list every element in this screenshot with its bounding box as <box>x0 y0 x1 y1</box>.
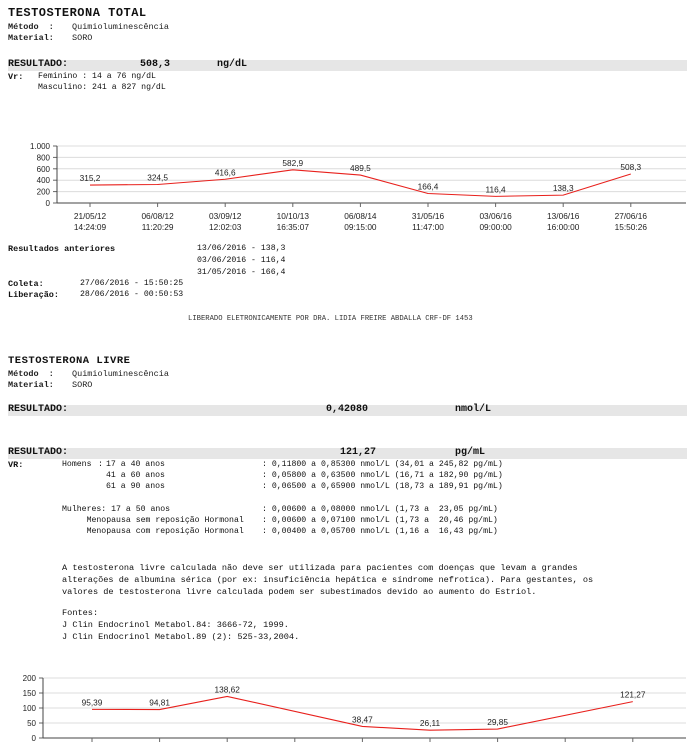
anterior-result: 31/05/2016 - 166,4 <box>197 268 286 277</box>
total-material-value: SORO <box>72 33 93 43</box>
x-tick-label: 14:24:09 <box>73 222 107 232</box>
anterior-result: 03/06/2016 - 116,4 <box>197 256 286 265</box>
total-vr-masculino: Masculino: 241 a 827 ng/dL <box>38 83 166 92</box>
vr-row-age: 17 a 40 anos <box>106 460 165 469</box>
y-tick-label: 1.000 <box>29 142 50 151</box>
x-tick-label: 12:02:03 <box>209 222 242 232</box>
livre-result2-label: RESULTADO: <box>8 447 69 458</box>
livre-metodo-label: Método : <box>8 369 54 379</box>
y-tick-label: 400 <box>36 176 50 186</box>
x-tick-label: 11:20:29 <box>141 222 174 232</box>
data-label: 121,27 <box>620 689 646 700</box>
data-label: 416,6 <box>214 167 236 178</box>
x-tick-label: 27/06/16 <box>614 211 647 221</box>
data-label: 582,9 <box>282 157 304 168</box>
livre-result1-value: 0,42080 <box>326 404 369 415</box>
livre-result2-unit: pg/mL <box>455 447 486 458</box>
series-line <box>90 170 631 197</box>
y-tick-label: 50 <box>27 719 36 728</box>
y-tick-label: 800 <box>36 153 50 163</box>
vr-row-age: 41 a 60 anos <box>106 471 165 480</box>
x-tick-label: 06/08/12 <box>141 211 174 221</box>
livre-material-value: SORO <box>72 380 93 390</box>
x-tick-label: 15:50:26 <box>614 222 647 232</box>
vr-mulheres-range: : 0,00600 a 0,08000 nmol/L (1,73 a 23,05 pg/mL) <box>262 505 498 514</box>
series-line <box>92 696 633 730</box>
vr-mulheres-label: Menopausa sem reposição Hormonal <box>62 516 244 525</box>
total-vr-label: Vr: <box>8 72 24 82</box>
total-vr-feminino: Feminino : 14 a 76 ng/dL <box>38 72 156 81</box>
y-tick-label: 0 <box>45 199 50 208</box>
data-label: 324,5 <box>147 172 168 183</box>
total-result-label: RESULTADO: <box>8 59 69 70</box>
livre-vr-label: VR: <box>8 460 24 470</box>
total-result-unit: ng/dL <box>217 59 248 70</box>
data-label: 95,39 <box>81 697 103 708</box>
vr-mulheres-label: Mulheres: 17 a 50 anos <box>62 505 171 514</box>
livre-history-chart <box>0 670 699 750</box>
x-tick-label: 09:15:00 <box>344 222 377 232</box>
coleta-label: Coleta: <box>8 279 44 289</box>
y-tick-label: 200 <box>36 187 50 197</box>
data-label: 166,4 <box>417 181 439 192</box>
livre-material-label: Material: <box>8 380 54 390</box>
liberacao-label: Liberação: <box>8 290 60 300</box>
x-tick-label: 11:47:00 <box>412 222 444 232</box>
livre-result1-unit: nmol/L <box>455 404 492 415</box>
vr-mulheres-label: Menopausa com reposição Hormonal <box>62 527 244 536</box>
data-label: 94,81 <box>149 697 170 708</box>
x-tick-label: 13/06/16 <box>547 211 580 221</box>
note-line: alterações de albumina sérica (por ex: insuficiência hepática e síndrome nefrotica). Para gestantes, os <box>62 575 594 585</box>
x-tick-label: 21/05/12 <box>73 211 107 221</box>
total-result-value: 508,3 <box>140 59 171 70</box>
data-label: 116,4 <box>485 184 506 195</box>
data-label: 26,11 <box>419 718 441 729</box>
note-line: valores de testosterona livre calculada podem ser subestimados devido ao aumento do Estriol. <box>62 587 537 597</box>
anterior-result: 13/06/2016 - 138,3 <box>197 244 286 253</box>
x-tick-label: 06/08/14 <box>344 211 377 221</box>
x-tick-label: 03/09/12 <box>209 211 242 221</box>
coleta-value: 27/06/2016 - 15:50:25 <box>80 279 184 288</box>
liberacao-value: 28/06/2016 - 00:50:53 <box>80 290 184 299</box>
vr-mulheres-range: : 0,00600 a 0,07100 nmol/L (1,73 a 20,46 pg/mL) <box>262 516 498 525</box>
total-metodo-label: Método : <box>8 22 54 32</box>
data-label: 508,3 <box>620 162 642 173</box>
vr-mulheres-range: : 0,00400 a 0,05700 nmol/L (1,16 a 16,43 pg/mL) <box>262 527 498 536</box>
vr-row-range: : 0,05800 a 0,63500 nmol/L (16,71 a 182,90 pg/mL) <box>262 471 503 480</box>
livre-title: TESTOSTERONA LIVRE <box>8 355 131 367</box>
y-tick-label: 0 <box>31 734 36 743</box>
anteriores-label: Resultados anteriores <box>8 244 116 254</box>
vr-row-range: : 0,06500 a 0,65900 nmol/L (18,73 a 189,91 pg/mL) <box>262 482 503 491</box>
x-tick-label: 10/10/13 <box>276 211 309 221</box>
x-tick-label: 16:00:00 <box>547 222 580 232</box>
total-material-label: Material: <box>8 33 54 43</box>
fonte-item: J Clin Endocrinol Metabol.89 (2): 525-33,2004. <box>62 632 300 642</box>
data-label: 29,85 <box>487 717 508 728</box>
y-tick-label: 100 <box>22 704 36 713</box>
y-tick-label: 600 <box>36 164 50 174</box>
fontes-label: Fontes: <box>62 608 99 618</box>
total-title: TESTOSTERONA TOTAL <box>8 6 147 20</box>
liberado-signature-line: LIBERADO ELETRONICAMENTE POR DRA. LIDIA FREIRE ABDALLA CRF-DF 1453 <box>188 315 473 323</box>
livre-result2-value: 121,27 <box>340 447 377 458</box>
total-result-bar <box>8 60 687 71</box>
data-label: 138,3 <box>552 183 574 194</box>
livre-metodo-value: Quimioluminescência <box>72 369 169 379</box>
data-label: 138,62 <box>214 684 240 695</box>
y-tick-label: 200 <box>22 674 36 683</box>
livre-result1-label: RESULTADO: <box>8 404 69 415</box>
y-tick-label: 150 <box>22 689 36 698</box>
x-tick-label: 31/05/16 <box>411 211 445 221</box>
x-tick-label: 09:00:00 <box>479 222 512 232</box>
x-tick-label: 16:35:07 <box>276 222 309 232</box>
vr-row-age: 61 a 90 anos <box>106 482 165 491</box>
data-label: 489,5 <box>350 163 371 174</box>
data-label: 38,47 <box>352 714 373 725</box>
note-line: A testosterona livre calculada não deve ser utilizada para pacientes com doenças que levam a grandes <box>62 563 578 573</box>
data-label: 315,2 <box>79 173 101 184</box>
total-metodo-value: Quimioluminescência <box>72 22 169 32</box>
fonte-item: J Clin Endocrinol Metabol.84: 3666-72, 1999. <box>62 620 289 630</box>
vr-homens-sep: : <box>98 460 103 469</box>
vr-homens-group: Homens <box>62 460 92 469</box>
x-tick-label: 03/06/16 <box>479 211 512 221</box>
total-history-chart <box>0 140 699 240</box>
vr-row-range: : 0,11800 a 0,85300 nmol/L (34,01 a 245,82 pg/mL) <box>262 460 503 469</box>
